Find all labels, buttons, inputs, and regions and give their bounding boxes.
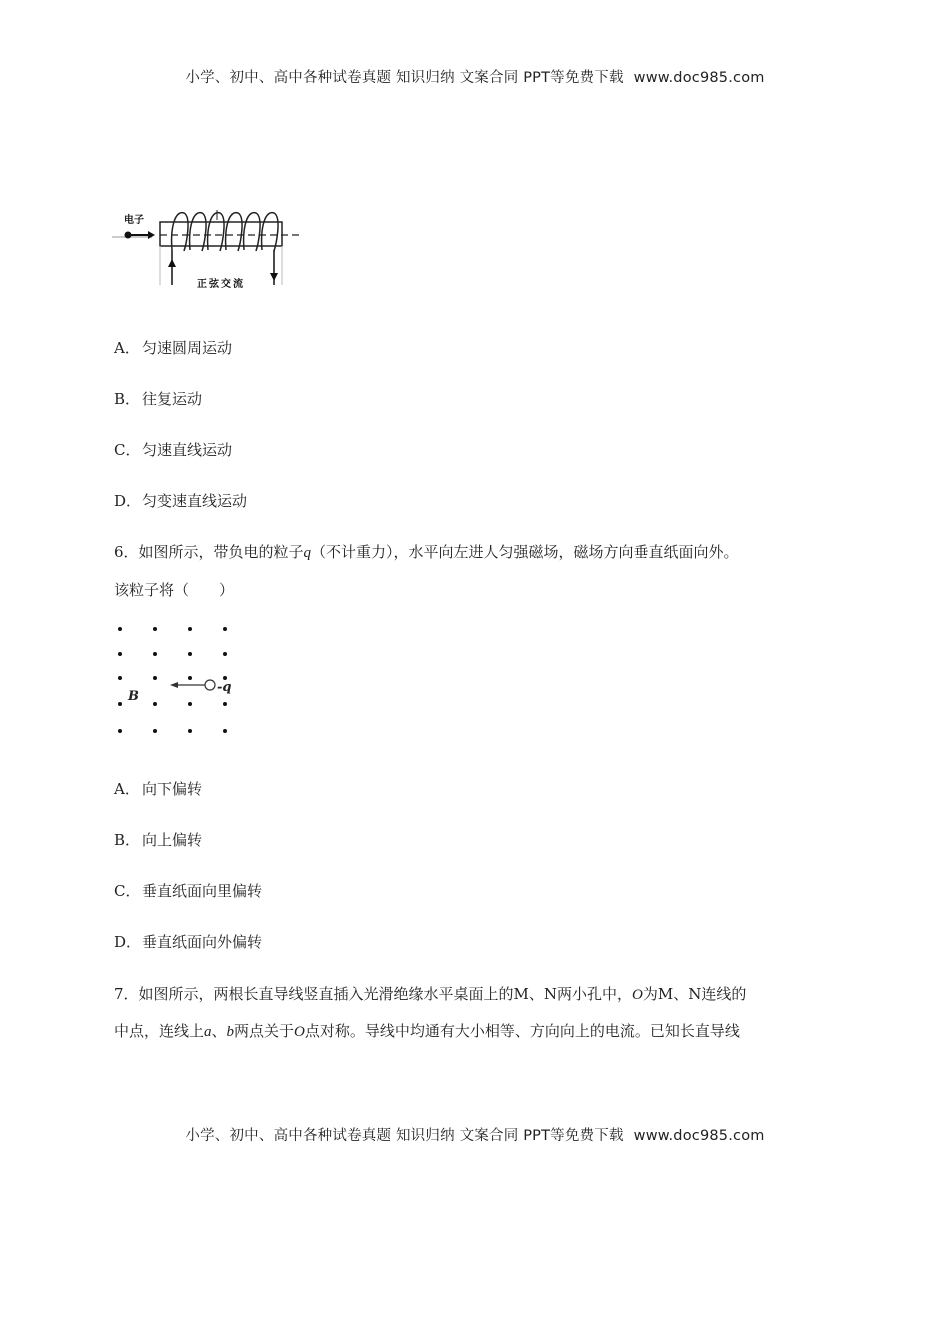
option-d[interactable]: D．垂直纸面向外偏转	[114, 933, 263, 951]
option-a[interactable]: A． 匀速圆周运动	[114, 339, 233, 357]
electron-label: 电子	[124, 215, 144, 226]
option-c[interactable]: C． 匀速直线运动	[114, 441, 233, 459]
field-label: B	[128, 689, 139, 704]
header-banner	[0, 66, 950, 87]
option-c[interactable]: C． 垂直纸面向里偏转	[114, 882, 263, 900]
magnetic-field-figure	[110, 620, 250, 740]
q6-stem-line1: 6．如图所示，带负电的粒子q（不计重力），水平向左进人匀强磁场，磁场方向垂直纸面向外。	[114, 543, 739, 561]
q6-stem-line2: 该粒子将（ ）	[114, 581, 235, 599]
option-a[interactable]: A． 向下偏转	[114, 780, 203, 798]
option-b[interactable]: B． 向上偏转	[114, 831, 203, 849]
charge-label: -q	[217, 680, 232, 695]
header-url[interactable]: www.doc985.com	[633, 70, 765, 86]
footer-url[interactable]: www.doc985.com	[633, 1128, 765, 1144]
q7-stem-line1: 7．如图所示，两根长直导线竖直插入光滑绝缘水平桌面上的M、N两小孔中，O为M、N连线的	[114, 985, 747, 1003]
option-b[interactable]: B． 往复运动	[114, 390, 203, 408]
footer-banner	[0, 1124, 950, 1145]
current-label: 正弦交流	[197, 279, 245, 290]
header-text: 小学、初中、高中各种试卷真题 知识归纳 文案合同 PPT等免费下载	[185, 70, 624, 86]
q7-stem-line2: 中点，连线上a、b两点关于O点对称。导线中均通有大小相等、方向向上的电流。已知长直导线	[114, 1022, 740, 1040]
footer-text: 小学、初中、高中各种试卷真题 知识归纳 文案合同 PPT等免费下载	[185, 1128, 624, 1144]
solenoid-figure	[112, 205, 307, 300]
option-d[interactable]: D．匀变速直线运动	[114, 492, 248, 510]
